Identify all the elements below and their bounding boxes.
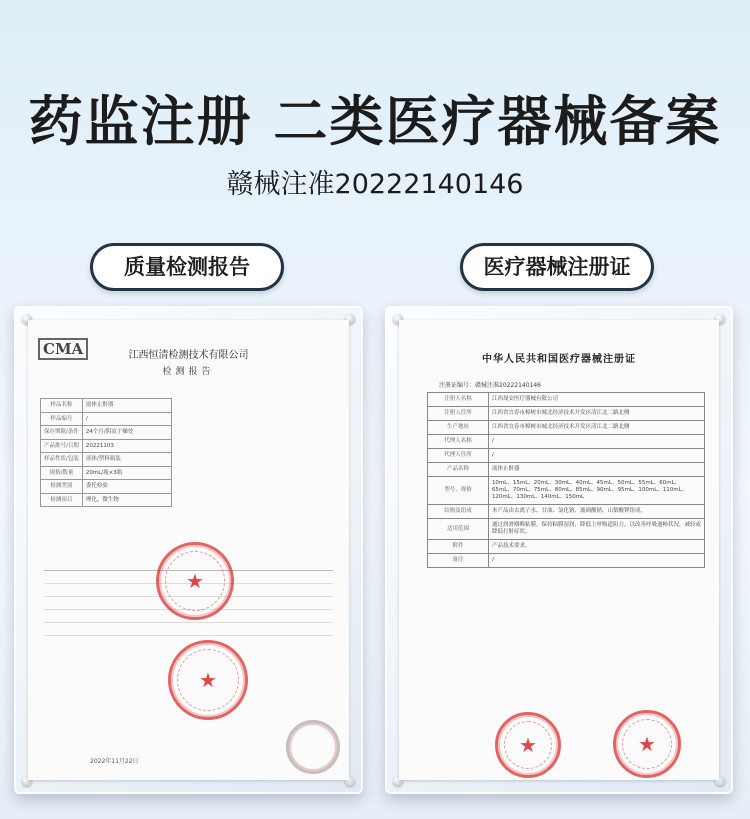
field-label: 附件 <box>428 540 489 554</box>
gray-seal-icon <box>286 720 340 774</box>
registration-certificate-label: 医疗器械注册证 <box>460 243 654 291</box>
field-label: 规格/数量 <box>41 466 83 480</box>
field-value: 江西省宜春市樟树市城北经济技术开发区清江北二路北侧 <box>488 421 704 435</box>
table-row <box>428 519 705 540</box>
field-label: 代理人名称 <box>428 435 489 449</box>
field-label: 样品性状/包装 <box>41 453 83 467</box>
field-label: 备注 <box>428 554 489 568</box>
field-label: 生产地址 <box>428 421 489 435</box>
table-row <box>41 426 172 440</box>
field-value: 通过润滑咽喉粘膜，保持粘膜湿润，降低上呼吸道阻力，以改善呼吸通畅状况，减轻或降低打鼾症状。 <box>488 519 704 540</box>
field-value: / <box>488 449 704 463</box>
field-label: 样品编号 <box>41 412 83 426</box>
field-value: 委托检验 <box>82 480 171 494</box>
field-value: / <box>488 554 704 568</box>
lab-name: 江西恒清检测技术有限公司 <box>128 350 249 361</box>
field-label: 保存期限/条件 <box>41 426 83 440</box>
table-row <box>428 554 705 568</box>
certificate-document <box>399 320 719 780</box>
field-value: 液体止鼾器 <box>488 463 704 477</box>
test-report-panel <box>14 306 363 794</box>
field-value: 产品技术要求。 <box>488 540 704 554</box>
field-value: 10mL、15mL、20mL、30mL、40mL、45mL、50mL、55mL、60mL、65mL、70mL、75mL、80mL、85mL、90mL、95mL、100mL、110mL、120mL、130mL、140mL、150mL <box>488 477 704 505</box>
test-report-document <box>28 320 349 780</box>
red-seal-icon: ★ <box>168 640 248 720</box>
red-seal-icon: ★ <box>156 542 234 620</box>
cma-logo: CMA <box>38 338 88 360</box>
field-label: 产品名称 <box>428 463 489 477</box>
table-row <box>428 421 705 435</box>
field-value: 液体止鼾器 <box>82 399 171 413</box>
field-value: 液体/塑料瓶装 <box>82 453 171 467</box>
table-row <box>428 449 705 463</box>
table-row <box>41 480 172 494</box>
table-row <box>428 463 705 477</box>
table-row <box>41 412 172 426</box>
report-table <box>40 398 172 507</box>
report-date: 2022年11月22日 <box>90 758 139 765</box>
field-label: 注册人名称 <box>428 393 489 407</box>
table-row <box>41 399 172 413</box>
table-row <box>428 393 705 407</box>
field-label: 样品名称 <box>41 399 83 413</box>
field-value: 江西省宜春市樟树市城北经济技术开发区清江北二路北侧 <box>488 407 704 421</box>
table-row <box>41 466 172 480</box>
table-row <box>41 493 172 507</box>
certificate-panel <box>385 306 733 794</box>
field-label: 检测类别 <box>41 480 83 494</box>
table-row <box>428 477 705 505</box>
table-row <box>41 453 172 467</box>
red-seal-icon: ★ <box>613 710 681 778</box>
table-row <box>428 435 705 449</box>
certificate-title: 中华人民共和国医疗器械注册证 <box>482 354 636 365</box>
field-label: 检测项目 <box>41 493 83 507</box>
registration-number: 赣械注准20222140146 <box>226 169 524 200</box>
field-label: 结构及组成 <box>428 505 489 519</box>
table-row <box>428 407 705 421</box>
certificate-number: 注册证编号：赣械注准20222140146 <box>439 382 541 389</box>
table-row <box>428 505 705 519</box>
field-label: 代理人住所 <box>428 449 489 463</box>
field-value: 江西晟安医疗器械有限公司 <box>488 393 704 407</box>
table-row <box>41 439 172 453</box>
field-value: / <box>82 412 171 426</box>
table-row <box>428 540 705 554</box>
field-value: 24个月/阴凉干燥处 <box>82 426 171 440</box>
field-value: / <box>488 435 704 449</box>
page-title: 药监注册 二类医疗器械备案 <box>28 90 722 153</box>
red-seal-icon: ★ <box>495 712 561 778</box>
certificate-table <box>427 392 705 568</box>
field-label: 注册人住所 <box>428 407 489 421</box>
field-value: 20mL/瓶×3瓶 <box>82 466 171 480</box>
field-label: 产品批号/日期 <box>41 439 83 453</box>
field-value: 20221103 <box>82 439 171 453</box>
quality-report-label: 质量检测报告 <box>90 243 284 291</box>
field-label: 适用范围 <box>428 519 489 540</box>
field-label: 型号、规格 <box>428 477 489 505</box>
report-heading: 检测报告 <box>162 367 215 377</box>
field-value: 本产品由去离子水、甘油、氯化钠、玻璃酸钠、山梨酸钾组成。 <box>488 505 704 519</box>
field-value: 理化、微生物 <box>82 493 171 507</box>
